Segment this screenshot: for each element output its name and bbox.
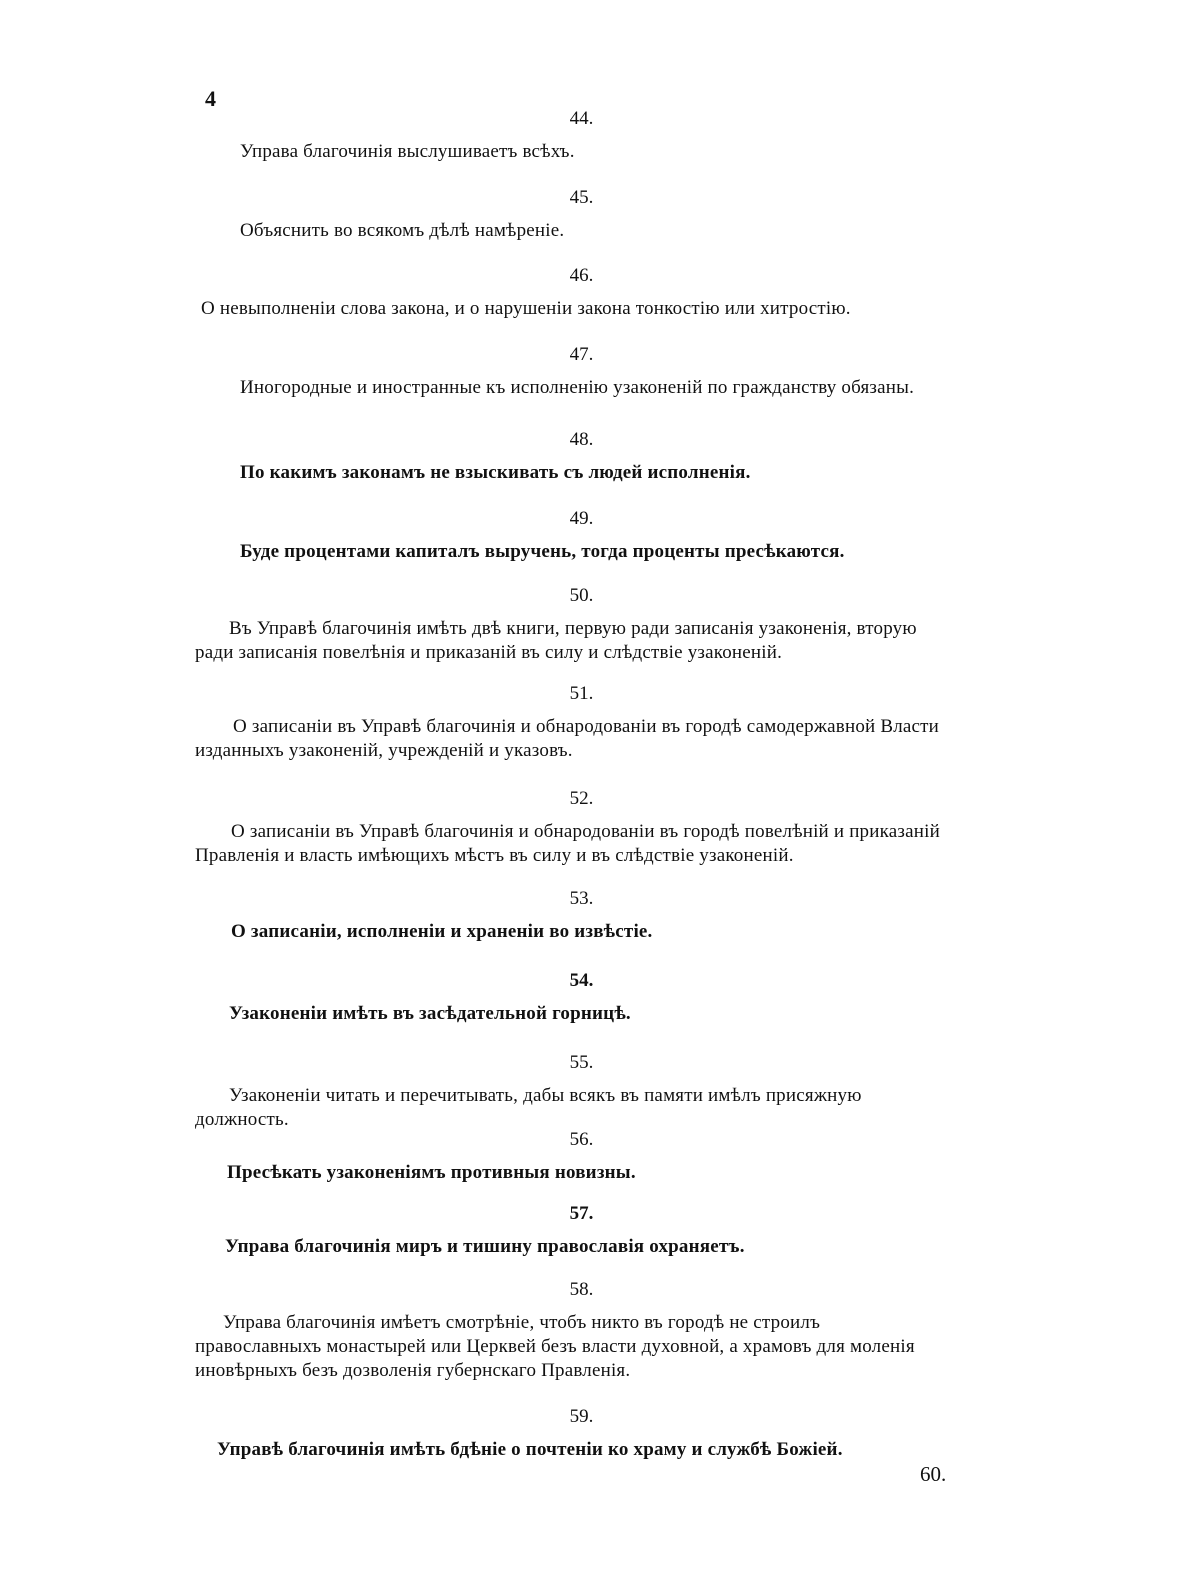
article-text: Буде процентами капиталъ выручень, тогда проценты пресѣкаются. — [240, 541, 845, 562]
article-text: О записаніи въ Управѣ благочинія и обнародованіи въ городѣ повелѣній и приказаній Правленія и власть имѣющихъ мѣстъ въ силу и въ слѣдствіе узаконеній. — [195, 821, 940, 866]
article-number: 48. — [569, 429, 594, 450]
article-44 — [195, 106, 960, 164]
article-45 — [195, 185, 960, 243]
article-number: 54. — [569, 970, 594, 991]
article-48 — [195, 427, 960, 485]
article-57 — [195, 1201, 960, 1259]
article-text: О записаніи въ Управѣ благочинія и обнародованіи въ городѣ самодержавной Власти изданныхъ узаконеній, учрежденій и указовъ. — [195, 716, 940, 761]
article-text: Управа благочинія имѣетъ смотрѣніе, чтобъ никто въ городѣ не строилъ православныхъ монастырей или Церквей безъ власти духовной, а храмовъ для моленія иновѣрныхъ безъ дозволенія губернскаго Правленія. — [195, 1312, 915, 1381]
article-number: 44. — [569, 108, 594, 129]
article-58 — [195, 1277, 960, 1383]
article-text: Объяснить во всякомъ дѣлѣ намѣреніе. — [240, 220, 565, 241]
article-number: 49. — [569, 508, 594, 529]
article-text: Иногородные и иностранные къ исполненію узаконеній по гражданству обязаны. — [240, 377, 915, 398]
article-text: По какимъ законамъ не взыскивать съ людей исполненія. — [240, 462, 751, 483]
article-54 — [195, 968, 960, 1026]
article-text: Управѣ благочинія имѣть бдѣніе о почтеніи ко храму и службѣ Божіей. — [217, 1439, 843, 1460]
article-51 — [195, 681, 960, 763]
article-number: 58. — [569, 1279, 594, 1300]
article-number: 59. — [569, 1406, 594, 1427]
article-46 — [195, 263, 960, 321]
article-52 — [195, 786, 960, 868]
article-text: Управа благочинія миръ и тишину православія охраняетъ. — [225, 1236, 745, 1257]
article-number: 52. — [569, 788, 594, 809]
article-55 — [195, 1050, 960, 1132]
article-text: О невыполненіи слова закона, и о нарушеніи закона тонкостію или хитростію. — [201, 298, 851, 319]
article-text: Управа благочинія выслушиваетъ всѣхъ. — [240, 141, 575, 162]
article-53 — [195, 886, 960, 944]
article-number: 56. — [569, 1129, 594, 1150]
article-number: 50. — [569, 585, 594, 606]
article-49 — [195, 506, 960, 564]
article-text: О записаніи, исполненіи и храненіи во извѣстіе. — [231, 921, 653, 942]
article-number: 46. — [569, 265, 594, 286]
article-number: 45. — [569, 187, 594, 208]
article-text: Узаконеніи имѣть въ засѣдательной горницѣ. — [229, 1003, 631, 1024]
article-59 — [195, 1404, 960, 1462]
article-50 — [195, 583, 960, 665]
article-text: Въ Управѣ благочинія имѣть двѣ книги, первую ради записанія узаконенія, вторую ради записанія повелѣнія и приказаній въ силу и слѣдствіе узаконеній. — [195, 618, 917, 663]
page-number: 4 — [205, 86, 216, 111]
article-number: 55. — [569, 1052, 594, 1073]
article-number: 57. — [569, 1203, 594, 1224]
article-number: 47. — [569, 344, 594, 365]
catchword: 60. — [920, 1462, 947, 1486]
article-56 — [195, 1127, 960, 1185]
article-number: 51. — [569, 683, 594, 704]
article-47 — [195, 342, 960, 400]
article-number: 53. — [569, 888, 594, 909]
article-text: Пресѣкать узаконеніямъ противныя новизны. — [227, 1162, 636, 1183]
article-text: Узаконеніи читать и перечитывать, дабы всякъ въ памяти имѣлъ присяжную должность. — [195, 1085, 862, 1130]
